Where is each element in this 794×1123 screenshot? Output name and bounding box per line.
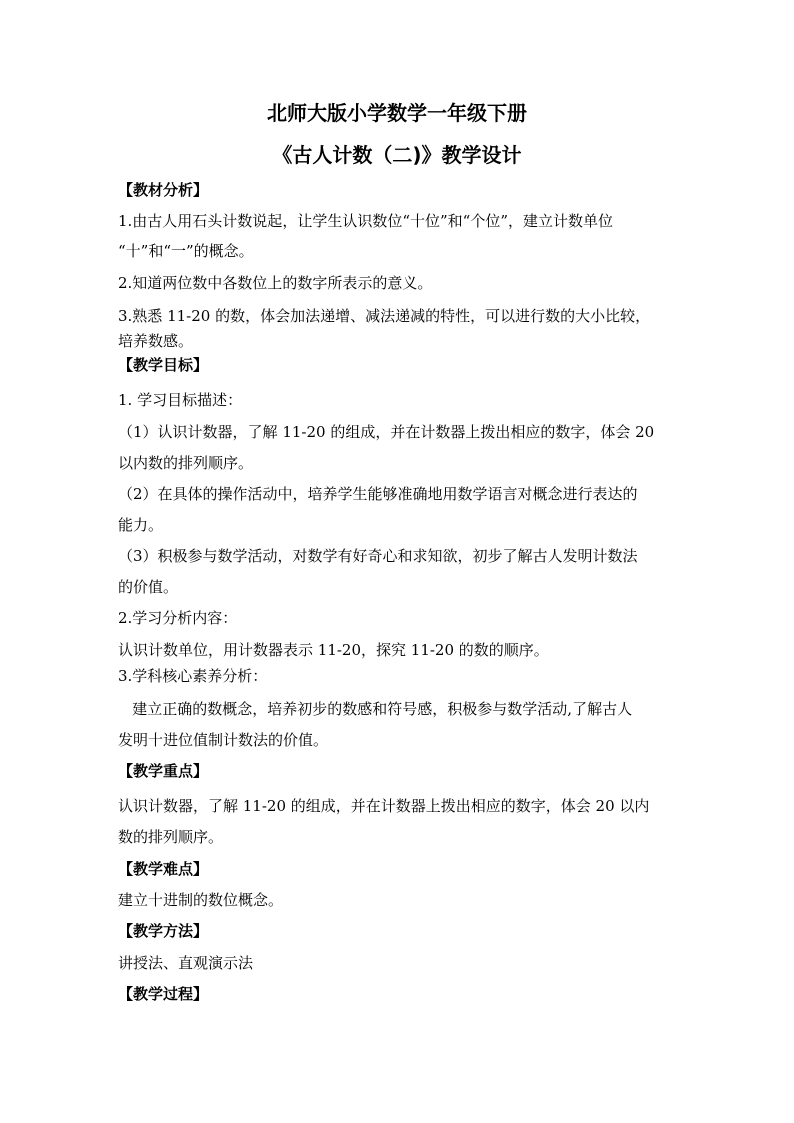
goal-3: 3.学科核心素养分析： — [118, 667, 268, 685]
key-point-cont: 数的排列顺序。 — [118, 828, 224, 846]
section-heading-process: 【教学过程】 — [118, 985, 209, 1003]
analysis-point-3-cont: 培养数感。 — [118, 332, 194, 350]
key-point: 认识计数器，了解 11-20 的组成，并在计数器上拨出相应的数字，体会 20 以内 — [118, 797, 650, 815]
document-title: 北师大版小学数学一年级下册 — [267, 101, 527, 125]
goal-2: 2.学习分析内容： — [118, 609, 238, 627]
analysis-point-1-cont: “十”和“一”的概念。 — [118, 242, 254, 260]
goal-1b-cont: 能力。 — [118, 516, 164, 534]
analysis-point-1: 1.由古人用石头计数说起，让学生认识数位“十位”和“个位”，建立计数单位 — [118, 212, 613, 230]
section-heading-difficulty: 【教学难点】 — [118, 860, 209, 878]
difficulty-point: 建立十进制的数位概念。 — [118, 891, 284, 909]
section-heading-method: 【教学方法】 — [118, 922, 209, 940]
goal-1c-cont: 的价值。 — [118, 578, 179, 596]
goal-1c: （3）积极参与数学活动，对数学有好奇心和求知欲，初步了解古人发明计数法 — [118, 547, 638, 565]
goal-3-text: 建立正确的数概念，培养初步的数感和符号感，积极参与数学活动,了解古人 — [118, 700, 633, 718]
goal-1a-cont: 以内数的排列顺序。 — [118, 454, 254, 472]
document-subtitle: 《古人计数（二)》教学设计 — [272, 143, 522, 167]
section-heading-goals: 【教学目标】 — [118, 356, 209, 374]
section-heading-key: 【教学重点】 — [118, 762, 209, 780]
goal-1: 1. 学习目标描述： — [118, 391, 243, 409]
section-heading-analysis: 【教材分析】 — [118, 181, 209, 199]
goal-1a: （1）认识计数器，了解 11-20 的组成，并在计数器上拨出相应的数字，体会 20 — [118, 423, 655, 441]
analysis-point-2: 2.知道两位数中各数位上的数字所表示的意义。 — [118, 274, 433, 292]
goal-2-text: 认识计数单位，用计数器表示 11-20，探究 11-20 的数的顺序。 — [118, 641, 549, 659]
method-text: 讲授法、直观演示法 — [118, 954, 254, 972]
goal-1b: （2）在具体的操作活动中，培养学生能够准确地用数学语言对概念进行表达的 — [118, 485, 638, 503]
analysis-point-3: 3.熟悉 11-20 的数，体会加法递增、减法递减的特性，可以进行数的大小比较， — [118, 307, 651, 325]
goal-3-text-cont: 发明十进位值制计数法的价值。 — [118, 731, 329, 749]
